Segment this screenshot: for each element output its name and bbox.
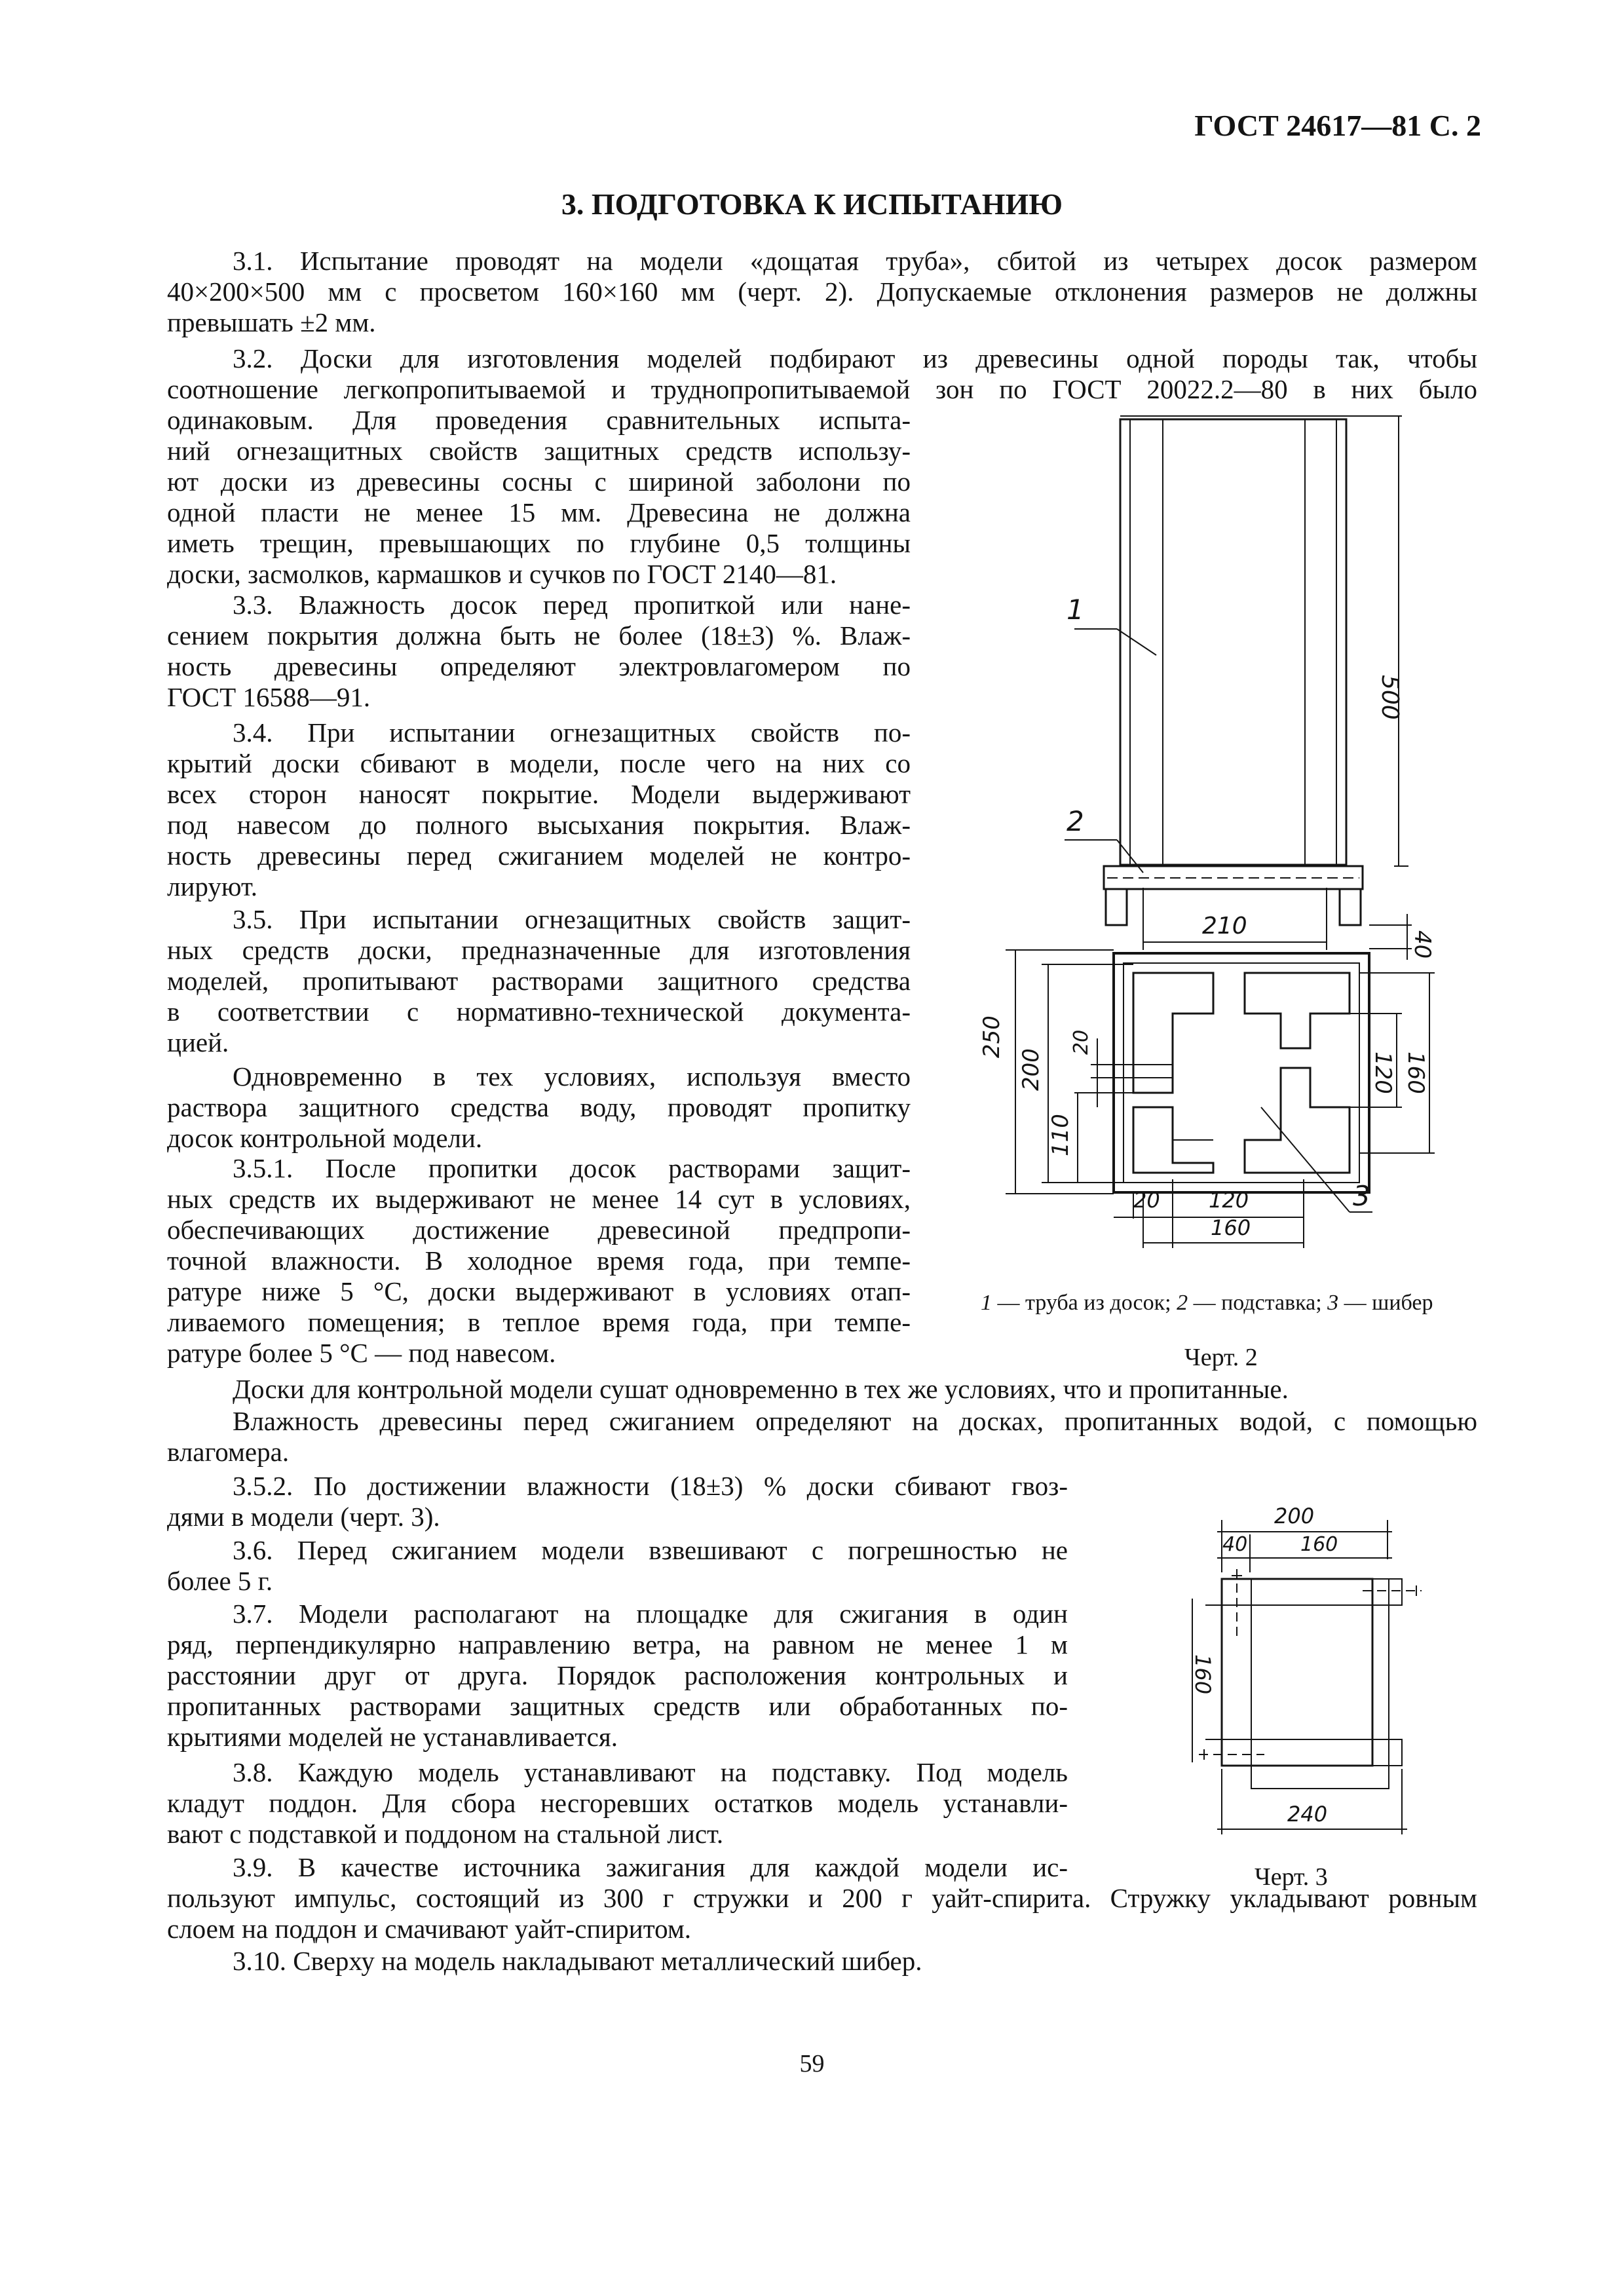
- caption-number-3: 3: [1327, 1291, 1339, 1315]
- text-line: 3.2. Доски для изготовления моделей подбирают из древесины одной породы так, чтобы: [233, 343, 1477, 373]
- figure-2-drawing: [976, 413, 1487, 1278]
- text-line: доски, засмолков, кармашков и сучков по ГОСТ 2140—81.: [167, 559, 837, 589]
- text-line: влагомера.: [167, 1437, 290, 1467]
- label-2: 2: [1067, 805, 1084, 837]
- section-title: 3. ПОДГОТОВКА К ИСПЫТАНИЮ: [561, 187, 1063, 221]
- tube-side-view: [1120, 416, 1402, 865]
- text-line: 3.6. Перед сжиганием модели взвешивают с погрешностью не: [233, 1535, 1068, 1565]
- paragraph-3-4: [167, 717, 911, 902]
- dim-160-top: 160: [1300, 1533, 1338, 1556]
- text-line: сением покрытия должна быть не более (18±3) %. Влаж-: [167, 620, 911, 651]
- text-line: лируют.: [167, 871, 258, 901]
- text-line: расстоянии друг от друга. Порядок расположения контрольных и: [167, 1660, 1068, 1690]
- text-line: одинаковым. Для проведения сравнительных испыта-: [167, 405, 911, 435]
- text-line: пропитанных растворами защитных средств или обработанных по-: [167, 1691, 1068, 1721]
- dim-40: 40: [1222, 1533, 1248, 1556]
- text-line: одной пласти не менее 15 мм. Древесина не должна: [167, 497, 911, 527]
- figure-2-caption: [981, 1291, 1433, 1316]
- text-line: соотношение легкопропитываемой и труднопропитываемой зон по ГОСТ 20022.2—80 в них было: [167, 374, 1477, 404]
- text-line: Одновременно в тех условиях, используя вместо: [233, 1061, 911, 1091]
- text-line: превышать ±2 мм.: [167, 307, 376, 337]
- paragraph-3-2: [167, 343, 1477, 405]
- text-line: 3.10. Сверху на модель накладывают металлический шибер.: [233, 1946, 922, 1976]
- text-line: ют доски из древесины сосны с шириной заболони по: [167, 466, 911, 497]
- dim-20-vertical: 20: [1070, 1029, 1093, 1055]
- paragraph-3-5-2: [167, 1471, 1068, 1532]
- text-line: моделей, пропитывают растворами защитного средства: [167, 966, 911, 996]
- dim-210: 210: [1202, 913, 1247, 939]
- caption-text-3: — шибер: [1338, 1291, 1433, 1315]
- paragraph-3-5: [167, 904, 911, 1058]
- text-line: 40×200×500 мм с просветом 160×160 мм (черт. 2). Допускаемые отклонения размеров не должны: [167, 276, 1477, 307]
- text-line: ний огнезащитных свойств защитных средств использу-: [167, 436, 911, 466]
- model-plan-frame: [1199, 1569, 1422, 1789]
- text-line: Влажность древесины перед сжиганием определяют на досках, пропитанных водой, с помощью: [233, 1406, 1477, 1436]
- tube-plan-view: [1114, 953, 1369, 1192]
- text-line: ратуре более 5 °С — под навесом.: [167, 1338, 556, 1368]
- paragraph-3-1: [167, 246, 1477, 338]
- text-line: ность древесины определяют электровлагомером по: [167, 651, 911, 681]
- text-line: вают с подставкой и поддоном на стальной лист.: [167, 1819, 724, 1849]
- text-line: иметь трещин, превышающих по глубине 0,5 толщины: [167, 528, 911, 558]
- text-line: Доски для контрольной модели сушат одновременно в тех же условиях, что и пропитанные.: [233, 1374, 1289, 1404]
- text-line: точной влажности. В холодное время года, при темпе-: [167, 1245, 911, 1276]
- dim-240: 240: [1287, 1802, 1328, 1827]
- text-line: пользуют импульс, состоящий из 300 г стружки и 200 г уайт-спирита. Стружку укладывают ровным: [167, 1883, 1477, 1913]
- label-3: 3: [1353, 1180, 1370, 1212]
- dim-120-vertical: 120: [1370, 1052, 1396, 1094]
- caption-number-1: 1: [981, 1291, 992, 1315]
- label-1: 1: [1067, 594, 1084, 626]
- figure-3-number: Черт. 3: [1255, 1863, 1328, 1891]
- text-line: под навесом до полного высыхания покрытия. Влаж-: [167, 810, 911, 840]
- figure-3-drawing: [1160, 1494, 1441, 1861]
- text-line: крытиями моделей не устанавливается.: [167, 1722, 618, 1752]
- text-line: цией.: [167, 1027, 229, 1057]
- text-line: 3.8. Каждую модель устанавливают на подставку. Под модель: [233, 1757, 1068, 1787]
- dim-160-vertical: 160: [1190, 1654, 1215, 1695]
- paragraph-3-5-1: [167, 1153, 911, 1369]
- page-number: 59: [799, 2050, 825, 2077]
- dim-200: 200: [1274, 1504, 1315, 1528]
- text-line: дями в модели (черт. 3).: [167, 1502, 440, 1532]
- text-line: раствора защитного средства воду, проводят пропитку: [167, 1092, 911, 1122]
- text-line: 3.7. Модели располагают на площадке для сжигания в один: [233, 1599, 1068, 1629]
- text-line: ных средств их выдерживают не менее 14 сут в условиях,: [167, 1184, 911, 1214]
- figure-2-number: Черт. 2: [1184, 1344, 1258, 1371]
- text-line: 3.3. Влажность досок перед пропиткой или нане-: [233, 590, 911, 620]
- text-line: 3.5.1. После пропитки досок растворами защит-: [233, 1153, 911, 1183]
- text-line: ных средств доски, предназначенные для изготовления: [167, 935, 911, 965]
- text-line: в соответствии с нормативно-технической документа-: [167, 996, 911, 1027]
- paragraph-3-8: [167, 1757, 1068, 1849]
- text-line: крытий доски сбивают в модели, после чего на них со: [167, 748, 911, 778]
- text-line: кладут поддон. Для сбора несгоревших остатков модель устанавли-: [167, 1788, 1068, 1818]
- running-header: ГОСТ 24617—81 С. 2: [1194, 109, 1481, 142]
- paragraph-3-5-control: [167, 1061, 911, 1154]
- paragraph-3-6: [167, 1535, 1068, 1597]
- dim-500: 500: [1376, 675, 1403, 720]
- text-line: 3.5. При испытании огнезащитных свойств защит-: [233, 904, 911, 934]
- text-line: ГОСТ 16588—91.: [167, 682, 371, 712]
- text-line: ряд, перпендикулярно направлению ветра, на равном не менее 1 м: [167, 1629, 1068, 1660]
- paragraph-3-9: [167, 1852, 1068, 1883]
- caption-text-1: — труба из досок;: [992, 1291, 1177, 1315]
- paragraph-moisture: [167, 1406, 1477, 1468]
- caption-text-2: — подставка;: [1188, 1291, 1328, 1315]
- text-line: ность древесины перед сжиганием моделей не контро-: [167, 841, 911, 871]
- paragraph-control-drying: [167, 1374, 1477, 1405]
- text-line: 3.5.2. По достижении влажности (18±3) % доски сбивают гвоз-: [233, 1471, 1068, 1501]
- caption-number-2: 2: [1177, 1291, 1188, 1315]
- text-line: ратуре ниже 5 °С, доски выдерживают в условиях отап-: [167, 1276, 911, 1306]
- paragraph-3-3: [167, 590, 911, 713]
- text-line: всех сторон наносят покрытие. Модели выдерживают: [167, 779, 911, 809]
- text-line: слоем на поддон и смачивают уайт-спиритом.: [167, 1914, 692, 1944]
- dim-110: 110: [1048, 1114, 1074, 1156]
- paragraph-3-9-cont: [167, 1883, 1477, 1944]
- paragraph-3-7: [167, 1599, 1068, 1753]
- dim-200: 200: [1018, 1048, 1044, 1091]
- text-line: ливаемого помещения; в теплое время года, при темпе-: [167, 1307, 911, 1337]
- paragraph-3-10: [167, 1946, 1477, 1977]
- text-line: досок контрольной модели.: [167, 1123, 483, 1153]
- dim-20-horizontal: 20: [1133, 1188, 1160, 1213]
- dim-160-horizontal: 160: [1211, 1215, 1251, 1240]
- dim-40: 40: [1409, 930, 1435, 959]
- text-line: 3.1. Испытание проводят на модели «дощатая труба», сбитой из четырех досок размером: [233, 246, 1477, 276]
- text-line: более 5 г.: [167, 1566, 273, 1596]
- text-line: 3.9. В качестве источника зажигания для каждой модели ис-: [233, 1852, 1068, 1882]
- dim-160-vertical: 160: [1403, 1052, 1429, 1094]
- paragraph-3-2-cont: [167, 405, 911, 590]
- dim-120-horizontal: 120: [1209, 1188, 1249, 1213]
- text-line: 3.4. При испытании огнезащитных свойств по-: [233, 717, 911, 748]
- text-line: обеспечивающих достижение древесиной предпропи-: [167, 1215, 911, 1245]
- dim-250: 250: [979, 1015, 1005, 1058]
